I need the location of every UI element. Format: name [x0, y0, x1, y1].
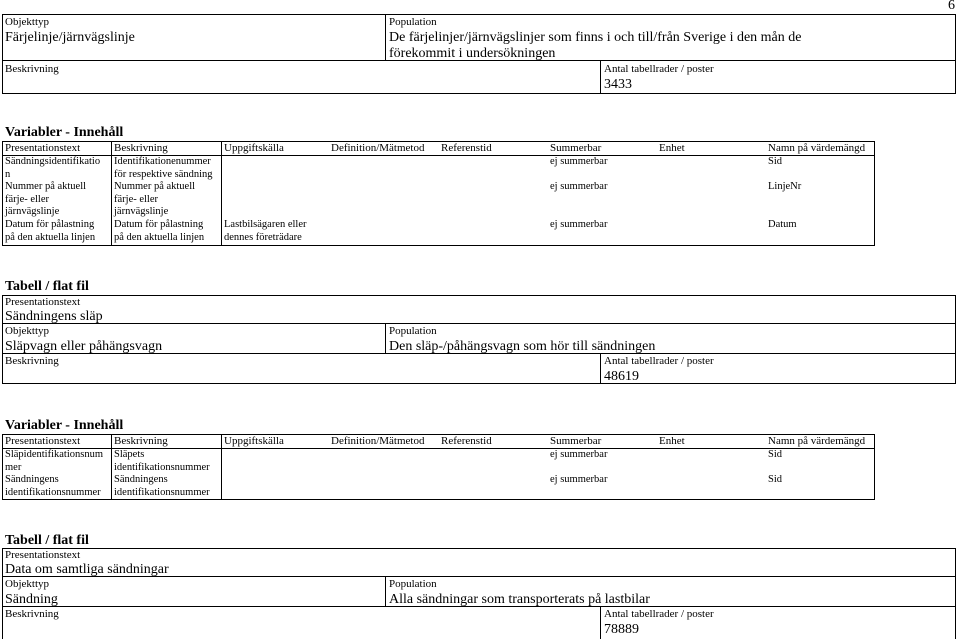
tabell-heading: Tabell / flat fil — [5, 533, 89, 548]
row-namn: Sid — [768, 474, 783, 485]
col-enhet: Enhet — [659, 435, 685, 447]
col-namn: Namn på värdemängd — [768, 142, 866, 154]
col-uppgiftskalla: Uppgiftskälla — [224, 435, 284, 447]
col-presentationstext: Presentationstext — [5, 435, 81, 447]
col-beskrivning: Beskrivning — [114, 435, 168, 447]
table-row: Sändningsidentifikatio n — [5, 156, 101, 180]
table-row: Släpidentifikationsnum mer — [5, 449, 103, 473]
objekttyp-label: Objekttyp — [5, 325, 49, 337]
population-label: Population — [389, 578, 437, 590]
table-row: Datum för pålastning på den aktuella linjen — [5, 219, 96, 243]
objekttyp-value: Sändning — [5, 592, 58, 607]
objekttyp-label: Objekttyp — [5, 578, 49, 590]
presentationstext-label: Presentationstext — [5, 549, 81, 561]
col-enhet: Enhet — [659, 142, 685, 154]
row-summerbar: ej summerbar — [550, 474, 608, 485]
population-value: Alla sändningar som transporterats på lastbilar — [389, 592, 650, 607]
row-summerbar: ej summerbar — [550, 156, 608, 167]
beskrivning-label: Beskrivning — [5, 63, 59, 75]
col-summerbar: Summerbar — [550, 435, 602, 447]
row-namn: Sid — [768, 449, 783, 460]
population-value: Den släp-/påhängsvagn som hör till sändningen — [389, 339, 656, 354]
population-value-line1: De färjelinjer/järnvägslinjer som finns i och till/från Sverige i den mån de — [389, 30, 802, 45]
antal-value: 78889 — [604, 622, 639, 637]
row-namn: Sid — [768, 156, 783, 167]
beskrivning-label: Beskrivning — [5, 355, 59, 367]
row-summerbar: ej summerbar — [550, 449, 608, 460]
col-uppgiftskalla: Uppgiftskälla — [224, 142, 284, 154]
col-presentationstext: Presentationstext — [5, 142, 81, 154]
population-value-line2: förekommit i undersökningen — [389, 46, 556, 61]
row-beskrivning: Nummer på aktuell färje- eller järnvägslinje — [114, 181, 196, 217]
antal-label: Antal tabellrader / poster — [604, 355, 714, 367]
objekttyp-value: Färjelinje/järnvägslinje — [5, 30, 135, 45]
population-label: Population — [389, 16, 437, 28]
row-uppgiftskalla: Lastbilsägaren eller dennes företrädare — [224, 219, 307, 243]
col-definition: Definition/Mätmetod — [331, 435, 425, 447]
row-namn: LinjeNr — [768, 181, 802, 192]
variabler-heading: Variabler - Innehåll — [5, 125, 124, 140]
page-number: 6 — [948, 0, 955, 13]
antal-value: 3433 — [604, 77, 632, 92]
presentationstext-value: Data om samtliga sändningar — [5, 562, 169, 577]
table-row: Nummer på aktuell färje- eller järnvägslinje — [5, 181, 87, 217]
variabler-heading: Variabler - Innehåll — [5, 418, 124, 433]
col-referenstid: Referenstid — [441, 142, 492, 154]
antal-value: 48619 — [604, 369, 639, 384]
row-summerbar: ej summerbar — [550, 219, 608, 230]
row-summerbar: ej summerbar — [550, 181, 608, 192]
row-beskrivning: Sändningens identifikationsnummer — [114, 474, 210, 498]
row-beskrivning: Identifikationenummer för respektive sändning — [114, 156, 213, 180]
objekttyp-label: Objekttyp — [5, 16, 49, 28]
col-beskrivning: Beskrivning — [114, 142, 168, 154]
antal-label: Antal tabellrader / poster — [604, 63, 714, 75]
col-definition: Definition/Mätmetod — [331, 142, 425, 154]
col-summerbar: Summerbar — [550, 142, 602, 154]
presentationstext-label: Presentationstext — [5, 296, 81, 308]
row-beskrivning: Datum för pålastning på den aktuella linjen — [114, 219, 205, 243]
row-namn: Datum — [768, 219, 797, 230]
col-namn: Namn på värdemängd — [768, 435, 866, 447]
col-referenstid: Referenstid — [441, 435, 492, 447]
beskrivning-label: Beskrivning — [5, 608, 59, 620]
table-row: Sändningens identifikationsnummer — [5, 474, 101, 498]
presentationstext-value: Sändningens släp — [5, 309, 103, 324]
antal-label: Antal tabellrader / poster — [604, 608, 714, 620]
row-beskrivning: Släpets identifikationsnummer — [114, 449, 210, 473]
population-label: Population — [389, 325, 437, 337]
tabell-heading: Tabell / flat fil — [5, 279, 89, 294]
objekttyp-value: Släpvagn eller påhängsvagn — [5, 339, 163, 354]
